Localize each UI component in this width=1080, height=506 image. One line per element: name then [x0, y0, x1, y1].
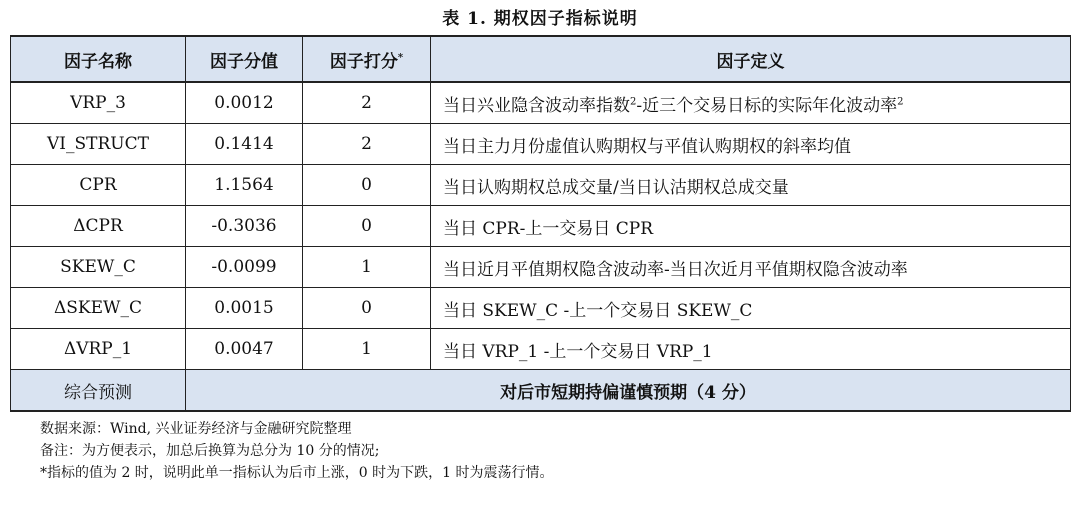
note-score-explanation: *指标的值为 2 时，说明此单一指标认为后市上涨，0 时为下跌，1 时为震荡行情。 [40, 465, 554, 481]
table-row [11, 329, 1071, 370]
factor-score: 0 [303, 206, 431, 247]
table-header-row [11, 36, 1071, 82]
note-source: 数据来源：Wind, 兴业证券经济与金融研究院整理 [40, 421, 352, 437]
summary-result: 对后市短期持偏谨慎预期（4 分） [186, 370, 1071, 412]
factor-name: VRP_3 [11, 82, 186, 124]
table-row [11, 124, 1071, 165]
header-value: 因子分值 [186, 36, 303, 82]
factor-score: 0 [303, 288, 431, 329]
factor-definition: 当日 CPR-上一交易日 CPR [431, 206, 1071, 247]
factor-score: 1 [303, 247, 431, 288]
factor-value: 0.0047 [186, 329, 303, 370]
factor-table [10, 35, 1071, 412]
factor-score: 1 [303, 329, 431, 370]
summary-label: 综合预测 [11, 370, 186, 412]
factor-name: ΔSKEW_C [11, 288, 186, 329]
factor-definition: 当日近月平值期权隐含波动率-当日次近月平值期权隐含波动率 [431, 247, 1071, 288]
table-row [11, 206, 1071, 247]
header-score-mark: * [397, 51, 404, 63]
factor-value: 1.1564 [186, 165, 303, 206]
factor-name: SKEW_C [11, 247, 186, 288]
footnote-mark: 2 [630, 95, 637, 107]
factor-score: 0 [303, 165, 431, 206]
header-definition: 因子定义 [431, 36, 1071, 82]
factor-definition: 当日 VRP_1 -上一个交易日 VRP_1 [431, 329, 1071, 370]
factor-definition: 当日主力月份虚值认购期权与平值认购期权的斜率均值 [431, 124, 1071, 165]
factor-definition: 当日 SKEW_C -上一个交易日 SKEW_C [431, 288, 1071, 329]
header-score [303, 36, 431, 82]
factor-name: ΔVRP_1 [11, 329, 186, 370]
table-row [11, 247, 1071, 288]
factor-name: CPR [11, 165, 186, 206]
footnote-mark: 2 [897, 95, 904, 107]
factor-value: 0.0012 [186, 82, 303, 124]
table-notes [40, 418, 1040, 484]
header-score-label: 因子打分 [329, 51, 398, 72]
factor-definition: 当日认购期权总成交量/当日认沽期权总成交量 [431, 165, 1071, 206]
factor-name: ΔCPR [11, 206, 186, 247]
table-caption: 表 1. 期权因子指标说明 [442, 9, 638, 29]
summary-row [11, 370, 1071, 412]
factor-name: VI_STRUCT [11, 124, 186, 165]
factor-score: 2 [303, 124, 431, 165]
factor-definition [431, 82, 1071, 124]
table-row [11, 82, 1071, 124]
factor-value: 0.1414 [186, 124, 303, 165]
header-name: 因子名称 [11, 36, 186, 82]
factor-value: -0.0099 [186, 247, 303, 288]
factor-value: 0.0015 [186, 288, 303, 329]
definition-text: 当日兴业隐含波动率指数 [443, 95, 630, 116]
factor-score: 2 [303, 82, 431, 124]
definition-text: -近三个交易日标的实际年化波动率 [636, 95, 898, 116]
table-row [11, 165, 1071, 206]
table-row [11, 288, 1071, 329]
factor-value: -0.3036 [186, 206, 303, 247]
note-remark: 备注：为方便表示，加总后换算为总分为 10 分的情况; [40, 443, 380, 459]
